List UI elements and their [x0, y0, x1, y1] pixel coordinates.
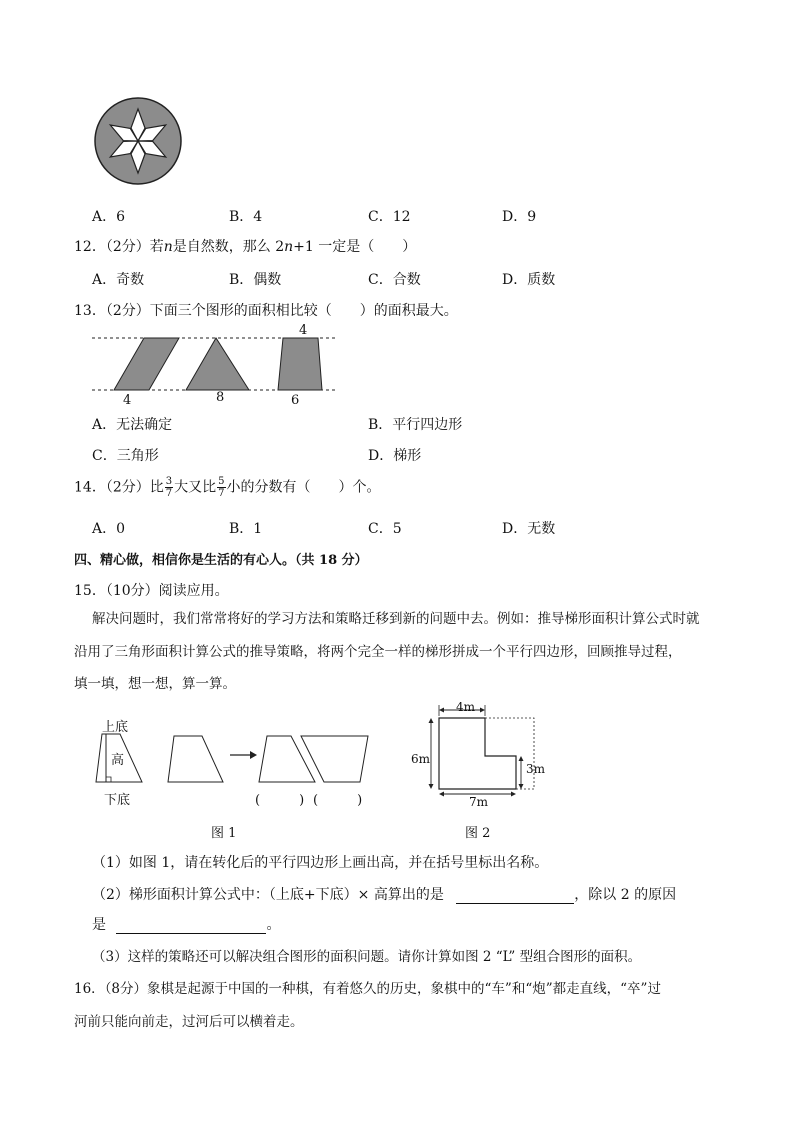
- q15-sub-2-text-a: （2）梯形面积计算公式中：（上底+下底）× 高算出的是: [92, 887, 444, 903]
- q15-sub-2-text-d: 。: [266, 917, 281, 933]
- q14-option-a[interactable]: A．0: [92, 521, 126, 537]
- q12-option-d[interactable]: D．质数: [502, 272, 556, 288]
- q13-option-a[interactable]: A．无法确定: [92, 417, 173, 433]
- q15-sub-2: [92, 884, 676, 904]
- q15-paragraph-line-2: 沿用了三角形面积计算公式的推导策略，将两个完全一样的梯形拼成一个平行四边形，回顾推导过程，: [74, 644, 682, 660]
- q13-label-trap-top: 4: [299, 323, 308, 338]
- q16-question: [74, 977, 661, 997]
- fig2-label-top: 4m: [456, 700, 476, 714]
- q15-figure-1: [92, 730, 382, 786]
- fig1-paren-2[interactable]: ( ): [313, 793, 363, 808]
- q15-sub-2-cont: [92, 914, 280, 934]
- q14-option-d[interactable]: D．无数: [502, 521, 556, 537]
- q13-label-trap-bottom: 6: [291, 393, 300, 408]
- q13-option-d[interactable]: D．梯形: [368, 448, 422, 464]
- q15-question: [74, 580, 229, 600]
- fig1-label-top: 上底: [102, 720, 129, 735]
- q14-fraction-2: [217, 476, 225, 499]
- fig2-label-bottom: 7m: [469, 795, 489, 809]
- q15-sub-2-blank-2[interactable]: [116, 917, 266, 934]
- q11-option-d[interactable]: D．9: [502, 209, 537, 225]
- q16-line-1: 象棋是起源于中国的一种棋，有着悠久的历史，象棋中的“车”和“炮”都走直线，“卒”过: [147, 981, 661, 997]
- fig2-caption: 图 2: [465, 826, 491, 841]
- fig1-label-height: 高: [111, 753, 125, 768]
- q13-label-tri-base: 8: [216, 390, 225, 405]
- q12-text-mid: 是自然数，那么 2: [172, 239, 285, 255]
- q13-number: 13．: [74, 303, 106, 319]
- q12-number: 12．: [74, 239, 106, 255]
- q13-triangle: [186, 338, 249, 390]
- section-4-heading: 四、精心做，相信你是生活的有心人。（共 18 分）: [74, 553, 368, 568]
- fig1-caption: 图 1: [211, 826, 237, 841]
- q14-fraction-1: [165, 476, 173, 499]
- q16-score: （8分）: [104, 981, 148, 997]
- q15-sub-1: （1）如图 1，请在转化后的平行四边形上画出高，并在括号里标出名称。: [92, 855, 549, 871]
- q12-option-a[interactable]: A．奇数: [92, 272, 145, 288]
- q14-score: （2分）: [105, 479, 150, 496]
- q11-star-figure: [93, 96, 183, 186]
- q14-frac2-den: 7: [218, 488, 225, 499]
- fig2-label-right: 3m: [526, 762, 546, 776]
- q14-frac2-num: 5: [218, 476, 225, 487]
- q13-label-para-base: 4: [123, 393, 132, 408]
- q11-option-a[interactable]: A．6: [92, 209, 126, 225]
- q13-question: [74, 300, 458, 320]
- q15-figure-2: [425, 700, 565, 802]
- q14-number: 14．: [74, 479, 106, 496]
- fig2-label-left: 6m: [411, 752, 431, 766]
- q14-frac1-num: 3: [165, 476, 173, 487]
- q13-score: （2分）: [105, 303, 150, 319]
- q14-frac1-den: 7: [165, 488, 173, 499]
- q14-question: [74, 476, 381, 499]
- q11-option-c[interactable]: C．12: [368, 209, 411, 225]
- q12-text-after: +1 一定是（ ）: [293, 239, 417, 255]
- q13-text: 下面三个图形的面积相比较（ ）的面积最大。: [149, 303, 458, 319]
- q13-option-b[interactable]: B．平行四边形: [368, 417, 463, 433]
- fig1-label-bottom: 下底: [104, 793, 131, 808]
- q15-number: 15．: [74, 583, 106, 599]
- q15-sub-2-text-b: ，除以 2 的原因: [574, 887, 677, 903]
- q15-sub-2-text-c: 是: [92, 917, 106, 933]
- q14-text-3: 小的分数有（ ）个。: [226, 479, 381, 496]
- q12-option-c[interactable]: C．合数: [368, 272, 421, 288]
- q15-sub-2-blank-1[interactable]: [456, 887, 574, 904]
- q14-text-2: 大又比: [174, 479, 217, 496]
- q12-option-b[interactable]: B．偶数: [229, 272, 282, 288]
- q15-paragraph-line-3: 填一填，想一想，算一算。: [74, 676, 236, 692]
- q15-title: 阅读应用。: [158, 583, 229, 599]
- q14-option-c[interactable]: C．5: [368, 521, 402, 537]
- q12-var-n2: n: [284, 239, 294, 255]
- q12-score: （2分）: [105, 239, 150, 255]
- q13-parallelogram: [114, 338, 179, 390]
- q12-var-n: n: [163, 239, 173, 255]
- q15-paragraph-line-1: 解决问题时，我们常常将好的学习方法和策略迁移到新的问题中去。例如：推导梯形面积计算公式时就: [92, 611, 700, 627]
- q14-option-b[interactable]: B．1: [229, 521, 263, 537]
- q13-trapezoid: [278, 338, 322, 390]
- q15-sub-3: （3）这样的策略还可以解决组合图形的面积问题。请你计算如图 2 “L” 型组合图形的面积。: [92, 949, 642, 965]
- q16-number: 16．: [74, 981, 105, 997]
- fig1-paren-1[interactable]: ( ): [255, 793, 305, 808]
- q12-question: [74, 236, 416, 256]
- q11-option-b[interactable]: B．4: [229, 209, 263, 225]
- q13-option-c[interactable]: C．三角形: [92, 448, 159, 464]
- q14-text-1: 比: [149, 479, 164, 496]
- q16-line-2: 河前只能向前走，过河后可以横着走。: [74, 1014, 304, 1030]
- q15-score: （10分）: [105, 583, 159, 599]
- q12-text-before: 若: [149, 239, 164, 255]
